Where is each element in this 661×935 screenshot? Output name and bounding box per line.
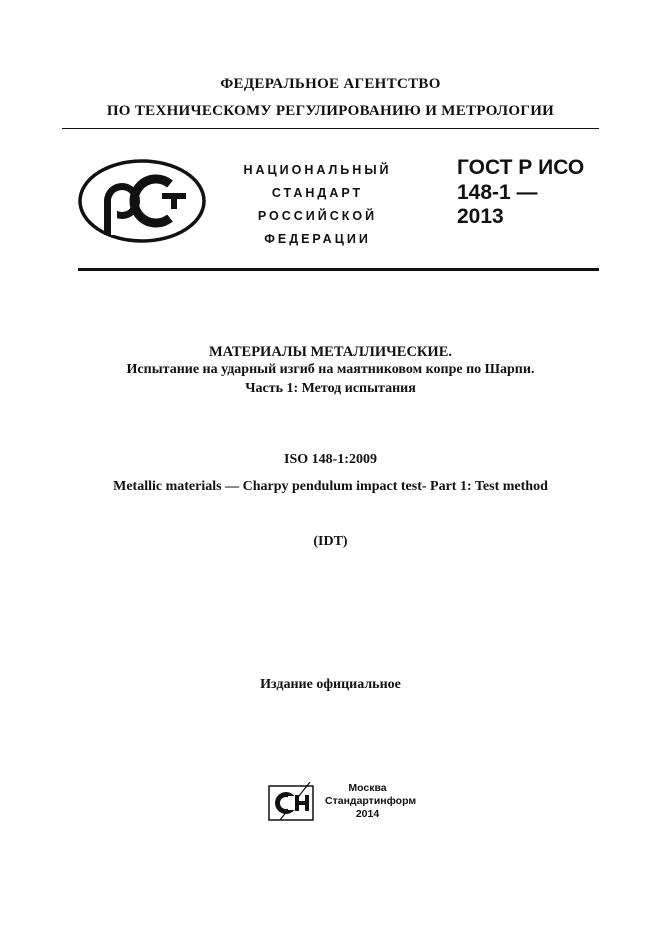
iso-number: ISO 148-1:2009 bbox=[284, 452, 377, 467]
title-line-3: Часть 1: Метод испытания bbox=[245, 381, 416, 396]
gost-designation-line-3: 2013 bbox=[457, 205, 504, 228]
publisher-city: Москва bbox=[348, 782, 387, 794]
gost-designation-line-2: 148-1 — bbox=[457, 181, 538, 204]
title-line-2: Испытание на ударный изгиб на маятниковом копре по Шарпи. bbox=[126, 362, 535, 377]
standartinform-logo-icon bbox=[268, 782, 316, 824]
standard-type-line-3: РОССИЙСКОЙ bbox=[257, 209, 378, 223]
standard-type-line-2: СТАНДАРТ bbox=[271, 186, 364, 200]
edition-label: Издание официальное bbox=[260, 677, 401, 692]
standard-type-line-4: ФЕДЕРАЦИИ bbox=[264, 232, 371, 246]
standard-block-divider bbox=[78, 268, 599, 271]
gost-designation-line-1: ГОСТ Р ИСО bbox=[457, 156, 585, 179]
title-line-1: МАТЕРИАЛЫ МЕТАЛЛИЧЕСКИЕ. bbox=[208, 344, 453, 360]
iso-english-title: Metallic materials — Charpy pendulum impact test- Part 1: Test method bbox=[113, 479, 548, 494]
publisher-name: Стандартинформ bbox=[325, 795, 417, 807]
standard-type-line-1: НАЦИОНАЛЬНЫЙ bbox=[243, 163, 392, 177]
rst-certification-logo-icon bbox=[78, 159, 206, 243]
agency-name-line-2: ПО ТЕХНИЧЕСКОМУ РЕГУЛИРОВАНИЮ И МЕТРОЛОГИИ bbox=[106, 103, 555, 119]
publication-year: 2014 bbox=[355, 808, 380, 820]
equivalence-degree: (IDT) bbox=[313, 534, 348, 549]
agency-name-line-1: ФЕДЕРАЛЬНОЕ АГЕНТСТВО bbox=[220, 76, 441, 92]
header-divider bbox=[62, 128, 599, 129]
